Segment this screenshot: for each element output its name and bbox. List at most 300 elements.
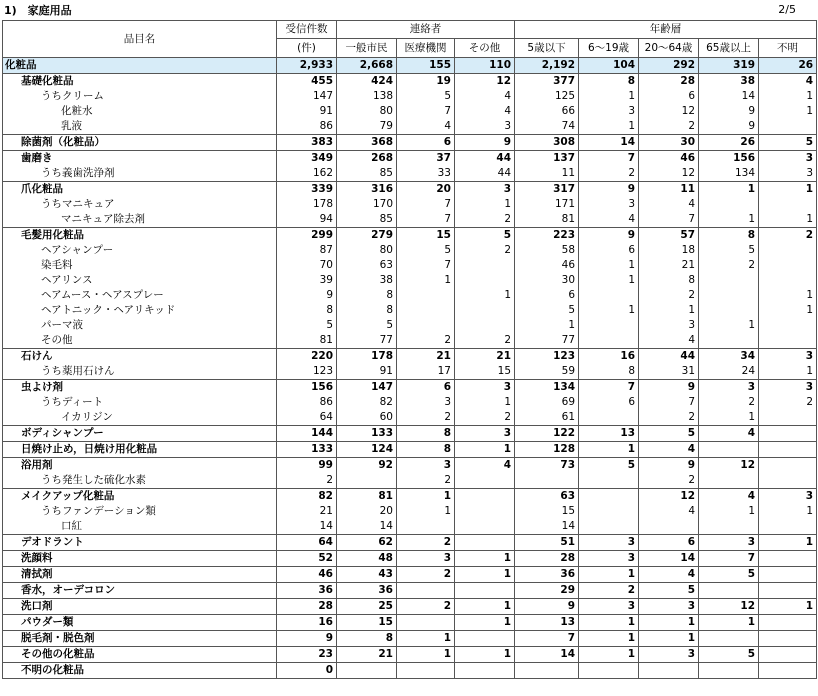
table-row bbox=[3, 273, 817, 288]
row-cell-value: 57 bbox=[639, 228, 699, 244]
row-cell-value: 60 bbox=[337, 410, 397, 426]
row-cell-value: 1 bbox=[455, 197, 515, 212]
row-cell-value: 30 bbox=[639, 135, 699, 151]
row-cell-value: 1 bbox=[579, 647, 639, 663]
table-row bbox=[3, 258, 817, 273]
table-row bbox=[3, 318, 817, 333]
table-row bbox=[3, 599, 817, 615]
row-cell-value: 5 bbox=[277, 318, 337, 333]
row-cell-value: 69 bbox=[515, 395, 579, 410]
row-cell-value bbox=[579, 410, 639, 426]
row-cell-value bbox=[579, 333, 639, 349]
table-row bbox=[3, 380, 817, 396]
row-cell-value: 1 bbox=[699, 504, 759, 519]
row-cell-value: 1 bbox=[397, 647, 455, 663]
row-cell-value: 2 bbox=[397, 410, 455, 426]
table-header bbox=[3, 21, 817, 58]
row-item-name: 虫よけ剤 bbox=[3, 380, 277, 396]
table-row bbox=[3, 349, 817, 365]
row-cell-value bbox=[759, 442, 817, 458]
row-item-name: パーマ液 bbox=[3, 318, 277, 333]
row-cell-value: 2 bbox=[759, 395, 817, 410]
row-cell-value: 2 bbox=[277, 473, 337, 489]
row-cell-value bbox=[579, 489, 639, 505]
row-cell-value: 155 bbox=[397, 58, 455, 74]
col-received-unit: (件) bbox=[277, 39, 337, 58]
row-cell-value: 3 bbox=[759, 489, 817, 505]
row-cell-value: 9 bbox=[277, 631, 337, 647]
row-cell-value: 46 bbox=[515, 258, 579, 273]
row-cell-value: 2 bbox=[579, 583, 639, 599]
col-contact-other: その他 bbox=[455, 39, 515, 58]
table-row bbox=[3, 288, 817, 303]
table-row bbox=[3, 519, 817, 535]
row-cell-value: 62 bbox=[337, 535, 397, 551]
table-row bbox=[3, 119, 817, 135]
row-cell-value: 29 bbox=[515, 583, 579, 599]
row-cell-value: 110 bbox=[455, 58, 515, 74]
row-cell-value: 9 bbox=[579, 228, 639, 244]
row-cell-value: 147 bbox=[337, 380, 397, 396]
row-cell-value: 4 bbox=[455, 458, 515, 474]
row-cell-value bbox=[699, 442, 759, 458]
row-cell-value: 4 bbox=[455, 104, 515, 119]
row-cell-value bbox=[759, 458, 817, 474]
row-cell-value: 9 bbox=[699, 119, 759, 135]
row-cell-value: 15 bbox=[455, 364, 515, 380]
row-cell-value bbox=[579, 663, 639, 679]
row-cell-value: 5 bbox=[639, 583, 699, 599]
row-cell-value: 319 bbox=[699, 58, 759, 74]
table-row bbox=[3, 535, 817, 551]
row-cell-value: 94 bbox=[277, 212, 337, 228]
row-cell-value: 2 bbox=[455, 410, 515, 426]
row-cell-value bbox=[397, 303, 455, 318]
row-cell-value: 21 bbox=[455, 349, 515, 365]
row-cell-value: 31 bbox=[639, 364, 699, 380]
row-item-name: ヘアトニック・ヘアリキッド bbox=[3, 303, 277, 318]
row-cell-value bbox=[699, 663, 759, 679]
row-cell-value: 21 bbox=[277, 504, 337, 519]
row-cell-value: 38 bbox=[699, 74, 759, 90]
row-cell-value: 455 bbox=[277, 74, 337, 90]
row-item-name: パウダー類 bbox=[3, 615, 277, 631]
row-cell-value: 1 bbox=[759, 364, 817, 380]
row-cell-value: 317 bbox=[515, 182, 579, 198]
row-cell-value bbox=[455, 519, 515, 535]
row-cell-value: 0 bbox=[277, 663, 337, 679]
row-cell-value: 4 bbox=[639, 567, 699, 583]
row-cell-value: 28 bbox=[515, 551, 579, 567]
row-cell-value: 9 bbox=[699, 104, 759, 119]
row-cell-value: 1 bbox=[455, 599, 515, 615]
row-cell-value: 3 bbox=[759, 166, 817, 182]
row-cell-value: 12 bbox=[699, 458, 759, 474]
row-cell-value: 8 bbox=[277, 303, 337, 318]
row-cell-value: 1 bbox=[579, 615, 639, 631]
row-cell-value: 2 bbox=[397, 567, 455, 583]
row-item-name: その他 bbox=[3, 333, 277, 349]
table-row bbox=[3, 631, 817, 647]
row-item-name: うち発生した硫化水素 bbox=[3, 473, 277, 489]
row-cell-value: 91 bbox=[277, 104, 337, 119]
row-cell-value: 7 bbox=[397, 197, 455, 212]
row-cell-value: 5 bbox=[397, 89, 455, 104]
row-cell-value: 9 bbox=[639, 380, 699, 396]
row-item-name: 口紅 bbox=[3, 519, 277, 535]
row-cell-value: 1 bbox=[759, 182, 817, 198]
row-cell-value: 14 bbox=[579, 135, 639, 151]
row-cell-value: 66 bbox=[515, 104, 579, 119]
row-cell-value: 5 bbox=[699, 243, 759, 258]
row-cell-value: 2 bbox=[639, 119, 699, 135]
row-cell-value: 8 bbox=[337, 631, 397, 647]
row-cell-value: 18 bbox=[639, 243, 699, 258]
row-cell-value: 86 bbox=[277, 395, 337, 410]
row-cell-value: 1 bbox=[455, 288, 515, 303]
row-cell-value: 5 bbox=[639, 426, 699, 442]
row-cell-value bbox=[759, 519, 817, 535]
row-cell-value: 61 bbox=[515, 410, 579, 426]
row-cell-value: 14 bbox=[515, 519, 579, 535]
row-item-name: 爪化粧品 bbox=[3, 182, 277, 198]
row-cell-value bbox=[455, 583, 515, 599]
row-cell-value: 15 bbox=[515, 504, 579, 519]
row-cell-value: 25 bbox=[337, 599, 397, 615]
row-cell-value: 36 bbox=[337, 583, 397, 599]
row-cell-value: 2,192 bbox=[515, 58, 579, 74]
row-cell-value: 7 bbox=[579, 380, 639, 396]
household-products-table bbox=[2, 20, 817, 679]
row-cell-value: 2 bbox=[455, 243, 515, 258]
row-cell-value: 7 bbox=[579, 151, 639, 167]
row-item-name: 基礎化粧品 bbox=[3, 74, 277, 90]
table-row bbox=[3, 647, 817, 663]
row-cell-value bbox=[337, 473, 397, 489]
row-cell-value bbox=[397, 288, 455, 303]
row-item-name: 歯磨き bbox=[3, 151, 277, 167]
row-cell-value: 44 bbox=[455, 151, 515, 167]
row-cell-value: 2 bbox=[579, 166, 639, 182]
row-cell-value: 299 bbox=[277, 228, 337, 244]
row-item-name: ヘアリンス bbox=[3, 273, 277, 288]
row-item-name: 化粧品 bbox=[3, 58, 277, 74]
row-cell-value bbox=[579, 519, 639, 535]
row-cell-value: 134 bbox=[699, 166, 759, 182]
row-cell-value: 2 bbox=[639, 288, 699, 303]
row-cell-value: 23 bbox=[277, 647, 337, 663]
table-row bbox=[3, 410, 817, 426]
row-cell-value: 21 bbox=[397, 349, 455, 365]
row-cell-value: 1 bbox=[579, 258, 639, 273]
row-cell-value: 156 bbox=[699, 151, 759, 167]
table-row bbox=[3, 228, 817, 244]
row-cell-value: 178 bbox=[277, 197, 337, 212]
table-row bbox=[3, 89, 817, 104]
row-cell-value bbox=[759, 631, 817, 647]
row-cell-value: 1 bbox=[455, 567, 515, 583]
col-age-6-19: 6～19歳 bbox=[579, 39, 639, 58]
table-row bbox=[3, 104, 817, 119]
row-cell-value: 4 bbox=[397, 119, 455, 135]
row-cell-value: 30 bbox=[515, 273, 579, 288]
table-row bbox=[3, 303, 817, 318]
row-item-name: 不明の化粧品 bbox=[3, 663, 277, 679]
row-item-name: うち薬用石けん bbox=[3, 364, 277, 380]
row-cell-value: 3 bbox=[759, 349, 817, 365]
row-cell-value bbox=[699, 519, 759, 535]
table-row bbox=[3, 182, 817, 198]
row-cell-value: 1 bbox=[397, 631, 455, 647]
row-cell-value: 308 bbox=[515, 135, 579, 151]
row-cell-value: 2 bbox=[455, 212, 515, 228]
table-row bbox=[3, 364, 817, 380]
row-cell-value: 51 bbox=[515, 535, 579, 551]
table-row bbox=[3, 426, 817, 442]
row-cell-value: 383 bbox=[277, 135, 337, 151]
row-cell-value: 82 bbox=[337, 395, 397, 410]
row-cell-value: 6 bbox=[397, 380, 455, 396]
row-cell-value bbox=[759, 258, 817, 273]
row-cell-value: 5 bbox=[699, 647, 759, 663]
row-cell-value: 13 bbox=[579, 426, 639, 442]
row-cell-value: 15 bbox=[397, 228, 455, 244]
row-cell-value: 3 bbox=[579, 197, 639, 212]
row-cell-value: 424 bbox=[337, 74, 397, 90]
row-cell-value: 5 bbox=[515, 303, 579, 318]
row-cell-value: 85 bbox=[337, 166, 397, 182]
row-cell-value: 3 bbox=[579, 535, 639, 551]
row-cell-value bbox=[699, 333, 759, 349]
row-cell-value: 16 bbox=[277, 615, 337, 631]
row-cell-value: 1 bbox=[759, 504, 817, 519]
row-cell-value: 316 bbox=[337, 182, 397, 198]
row-cell-value: 80 bbox=[337, 104, 397, 119]
row-cell-value: 9 bbox=[639, 458, 699, 474]
row-cell-value: 81 bbox=[337, 489, 397, 505]
row-cell-value: 11 bbox=[639, 182, 699, 198]
row-item-name: 洗顔料 bbox=[3, 551, 277, 567]
row-cell-value: 11 bbox=[515, 166, 579, 182]
row-cell-value bbox=[759, 567, 817, 583]
row-cell-value: 4 bbox=[639, 504, 699, 519]
row-cell-value: 44 bbox=[455, 166, 515, 182]
row-cell-value: 26 bbox=[699, 135, 759, 151]
row-cell-value: 2 bbox=[397, 535, 455, 551]
row-cell-value: 133 bbox=[277, 442, 337, 458]
row-cell-value bbox=[397, 663, 455, 679]
row-cell-value: 74 bbox=[515, 119, 579, 135]
table-row bbox=[3, 151, 817, 167]
row-cell-value bbox=[639, 663, 699, 679]
row-cell-value: 92 bbox=[337, 458, 397, 474]
row-item-name: 除菌剤（化粧品） bbox=[3, 135, 277, 151]
col-contact-medical: 医療機関 bbox=[397, 39, 455, 58]
row-cell-value bbox=[759, 273, 817, 288]
row-cell-value: 3 bbox=[699, 380, 759, 396]
row-cell-value: 3 bbox=[639, 647, 699, 663]
row-cell-value bbox=[397, 583, 455, 599]
row-item-name: 浴用剤 bbox=[3, 458, 277, 474]
row-cell-value: 1 bbox=[397, 504, 455, 519]
row-cell-value bbox=[759, 615, 817, 631]
row-cell-value: 1 bbox=[397, 489, 455, 505]
row-cell-value: 1 bbox=[455, 442, 515, 458]
table-row bbox=[3, 395, 817, 410]
row-cell-value: 1 bbox=[699, 410, 759, 426]
row-item-name: デオドラント bbox=[3, 535, 277, 551]
row-cell-value bbox=[579, 473, 639, 489]
table-row bbox=[3, 74, 817, 90]
row-cell-value: 1 bbox=[759, 288, 817, 303]
row-cell-value: 178 bbox=[337, 349, 397, 365]
row-cell-value: 1 bbox=[699, 182, 759, 198]
row-cell-value: 134 bbox=[515, 380, 579, 396]
row-cell-value bbox=[455, 663, 515, 679]
row-cell-value: 1 bbox=[579, 89, 639, 104]
row-cell-value: 2 bbox=[699, 395, 759, 410]
row-cell-value: 2 bbox=[397, 333, 455, 349]
row-cell-value: 3 bbox=[397, 458, 455, 474]
row-cell-value: 12 bbox=[639, 166, 699, 182]
row-cell-value: 9 bbox=[515, 599, 579, 615]
row-cell-value: 125 bbox=[515, 89, 579, 104]
row-cell-value bbox=[759, 333, 817, 349]
row-cell-value: 48 bbox=[337, 551, 397, 567]
row-cell-value: 3 bbox=[455, 182, 515, 198]
table-row bbox=[3, 166, 817, 182]
row-cell-value bbox=[759, 243, 817, 258]
row-cell-value: 8 bbox=[397, 426, 455, 442]
row-cell-value: 133 bbox=[337, 426, 397, 442]
row-cell-value bbox=[759, 663, 817, 679]
row-cell-value bbox=[579, 288, 639, 303]
row-cell-value bbox=[579, 318, 639, 333]
row-cell-value bbox=[699, 631, 759, 647]
row-cell-value: 8 bbox=[397, 442, 455, 458]
row-cell-value: 144 bbox=[277, 426, 337, 442]
row-item-name: 日焼け止め，日焼け用化粧品 bbox=[3, 442, 277, 458]
row-cell-value bbox=[699, 473, 759, 489]
table-row bbox=[3, 489, 817, 505]
row-cell-value: 268 bbox=[337, 151, 397, 167]
row-cell-value: 12 bbox=[639, 489, 699, 505]
row-cell-value bbox=[455, 273, 515, 288]
row-cell-value: 156 bbox=[277, 380, 337, 396]
row-cell-value: 3 bbox=[579, 551, 639, 567]
table-body bbox=[3, 58, 817, 679]
row-item-name: ボディシャンプー bbox=[3, 426, 277, 442]
table-row bbox=[3, 333, 817, 349]
page-number: 2/5 bbox=[778, 3, 796, 16]
row-item-name: うちマニキュア bbox=[3, 197, 277, 212]
row-cell-value bbox=[455, 535, 515, 551]
table-row bbox=[3, 197, 817, 212]
row-cell-value: 1 bbox=[579, 303, 639, 318]
row-item-name: 香水，オーデコロン bbox=[3, 583, 277, 599]
row-cell-value: 14 bbox=[639, 551, 699, 567]
row-item-name: うち義歯洗浄剤 bbox=[3, 166, 277, 182]
row-cell-value: 7 bbox=[639, 212, 699, 228]
row-cell-value: 28 bbox=[277, 599, 337, 615]
row-cell-value: 1 bbox=[455, 551, 515, 567]
row-cell-value: 7 bbox=[397, 258, 455, 273]
row-cell-value: 1 bbox=[759, 212, 817, 228]
row-cell-value: 3 bbox=[579, 104, 639, 119]
row-cell-value: 8 bbox=[579, 74, 639, 90]
row-cell-value bbox=[699, 288, 759, 303]
col-age-under5: 5歳以下 bbox=[515, 39, 579, 58]
row-cell-value: 2 bbox=[397, 473, 455, 489]
row-item-name: 染毛料 bbox=[3, 258, 277, 273]
row-cell-value: 4 bbox=[699, 489, 759, 505]
row-cell-value: 38 bbox=[337, 273, 397, 288]
table-row bbox=[3, 212, 817, 228]
row-cell-value: 46 bbox=[277, 567, 337, 583]
row-cell-value: 4 bbox=[579, 212, 639, 228]
row-cell-value: 279 bbox=[337, 228, 397, 244]
row-cell-value: 349 bbox=[277, 151, 337, 167]
row-cell-value bbox=[759, 583, 817, 599]
row-cell-value: 14 bbox=[277, 519, 337, 535]
table-row bbox=[3, 442, 817, 458]
col-item-name: 品目名 bbox=[3, 21, 277, 58]
row-cell-value: 81 bbox=[515, 212, 579, 228]
row-cell-value bbox=[759, 318, 817, 333]
row-cell-value: 1 bbox=[579, 567, 639, 583]
row-item-name: メイクアップ化粧品 bbox=[3, 489, 277, 505]
row-cell-value: 7 bbox=[699, 551, 759, 567]
row-cell-value bbox=[759, 410, 817, 426]
row-cell-value: 1 bbox=[759, 535, 817, 551]
table-row bbox=[3, 135, 817, 151]
row-cell-value: 3 bbox=[397, 395, 455, 410]
row-cell-value: 46 bbox=[639, 151, 699, 167]
row-cell-value: 220 bbox=[277, 349, 337, 365]
row-cell-value: 21 bbox=[337, 647, 397, 663]
row-cell-value: 7 bbox=[397, 104, 455, 119]
row-cell-value: 1 bbox=[699, 318, 759, 333]
row-cell-value: 3 bbox=[455, 380, 515, 396]
row-cell-value: 14 bbox=[515, 647, 579, 663]
row-cell-value: 1 bbox=[639, 615, 699, 631]
row-cell-value: 8 bbox=[699, 228, 759, 244]
row-item-name: うちクリーム bbox=[3, 89, 277, 104]
col-group-contact: 連絡者 bbox=[337, 21, 515, 39]
row-cell-value: 137 bbox=[515, 151, 579, 167]
row-cell-value: 3 bbox=[455, 426, 515, 442]
row-cell-value: 6 bbox=[639, 89, 699, 104]
row-cell-value bbox=[759, 647, 817, 663]
row-cell-value: 63 bbox=[515, 489, 579, 505]
table-row bbox=[3, 58, 817, 74]
row-item-name: 洗口剤 bbox=[3, 599, 277, 615]
row-item-name: ヘアシャンプー bbox=[3, 243, 277, 258]
row-cell-value: 86 bbox=[277, 119, 337, 135]
row-cell-value: 6 bbox=[639, 535, 699, 551]
row-cell-value: 59 bbox=[515, 364, 579, 380]
row-cell-value bbox=[455, 303, 515, 318]
row-cell-value: 4 bbox=[759, 74, 817, 90]
row-cell-value: 85 bbox=[337, 212, 397, 228]
row-cell-value bbox=[455, 504, 515, 519]
row-cell-value: 2 bbox=[639, 473, 699, 489]
row-cell-value: 1 bbox=[515, 318, 579, 333]
col-age-unknown: 不明 bbox=[759, 39, 817, 58]
row-cell-value: 147 bbox=[277, 89, 337, 104]
row-cell-value: 138 bbox=[337, 89, 397, 104]
row-cell-value: 3 bbox=[759, 380, 817, 396]
